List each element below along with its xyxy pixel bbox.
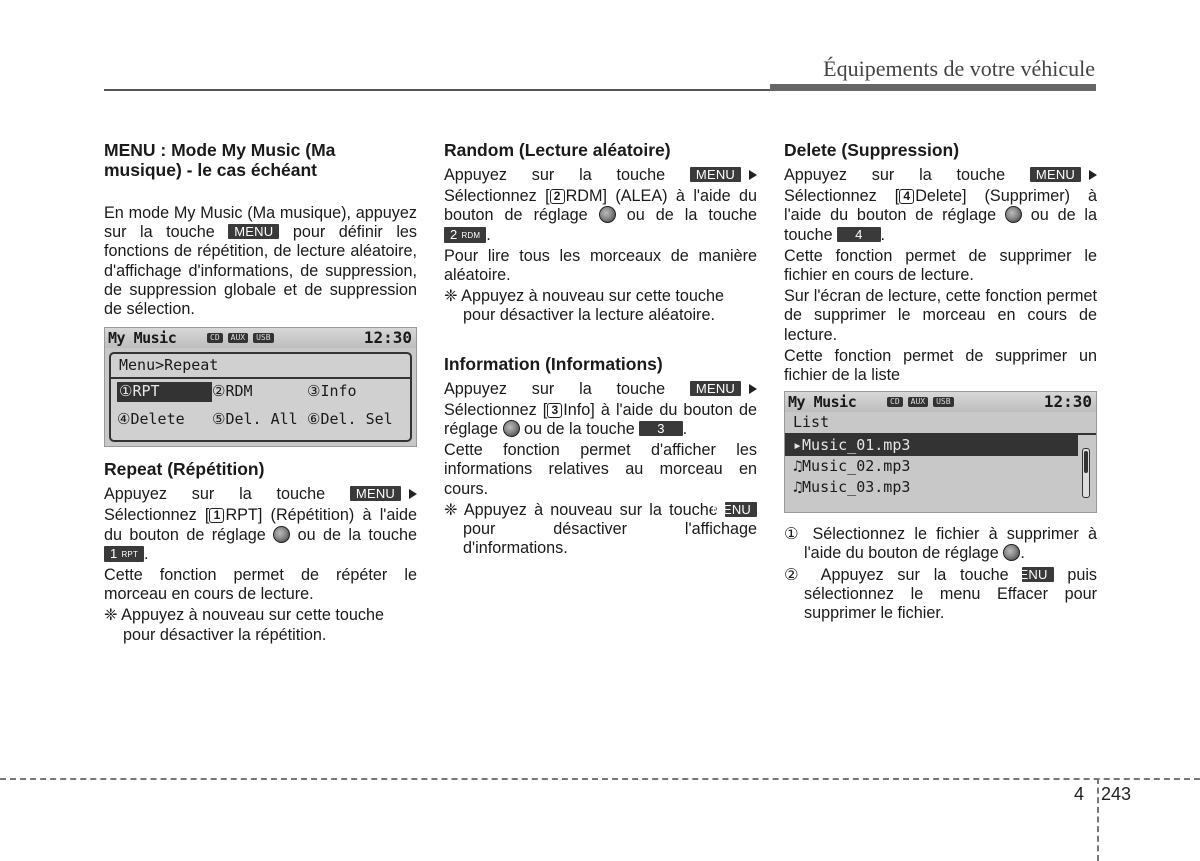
menu-key-icon: MENU — [690, 381, 741, 396]
delete-step-b: Sélectionnez [ 4 Delete] (Supprimer) à l'aide du bouton de réglage ou de la touche 4 . — [784, 187, 1097, 244]
menu-key-icon: MENU — [1022, 567, 1053, 582]
file-row: ♫Music_03.mp3 — [793, 478, 911, 497]
random-step-b: Sélectionnez [ 2 RDM] (ALEA) à l'aide du bouton de réglage ou de la touche 2 RDM . — [444, 187, 758, 244]
lcd-clock: 12:30 — [363, 328, 412, 348]
file-row-selected: ▸Music_01.mp3 — [785, 435, 1078, 456]
menu-key-icon: MENU — [725, 502, 757, 517]
repeat-description: Cette fonction permet de répéter le morceau en cours de lecture. — [104, 566, 417, 604]
number-2-icon: 2 — [550, 189, 565, 204]
column-2 — [444, 140, 757, 560]
delete-description-1: Cette fonction permet de supprimer le fichier en cours de lecture. — [784, 246, 1097, 285]
repeat-heading: Repeat (Répétition) — [104, 459, 265, 480]
lcd-list-subtitle: List — [785, 412, 1096, 435]
number-3-icon: 3 — [547, 403, 562, 418]
delete-step-a — [784, 166, 1097, 185]
page-number: 243 — [1101, 784, 1132, 804]
key-4-icon: 4 — [837, 227, 880, 242]
lcd-clock: 12:30 — [1043, 392, 1092, 412]
menu-item-del-all: ⑤Del. All — [212, 409, 298, 428]
delete-description-3: Cette fonction permet de supprimer un fichier de la liste — [784, 346, 1097, 385]
header-rule-thick — [770, 84, 1096, 91]
menu-key-icon: MENU — [690, 167, 741, 182]
random-text-b2: RDM] (ALEA) à l'aide du bouton de réglage — [444, 187, 758, 225]
lcd-menu-panel — [109, 352, 412, 442]
delete-heading: Delete (Suppression) — [784, 140, 960, 160]
repeat-text-b2: RPT] (Répétition) à l'aide du bouton de réglage — [104, 506, 417, 544]
info-step-a — [444, 380, 757, 399]
arrow-right-icon — [749, 170, 757, 180]
intro-text-d: définir les fonctions de répétition, de lecture aléatoire, d'affichage d'informations, de suppression, de suppression globale et de suppression de sélection. — [104, 223, 418, 319]
delete-text-b2: Delete] (Supprimer) à l'aide du bouton de réglage — [784, 187, 1097, 225]
menu-item-info: ③Info — [307, 382, 357, 401]
arrow-right-icon — [749, 384, 757, 394]
tune-knob-icon — [1005, 206, 1022, 223]
tune-knob-icon — [1003, 544, 1020, 561]
lcd-menu-subtitle: Menu>Repeat — [111, 354, 410, 379]
tune-knob-icon — [599, 206, 616, 223]
repeat-text-a: Appuyez sur la touche — [104, 485, 326, 504]
my-music-heading: MENU : Mode My Music (Ma musique) - le cas échéant — [104, 140, 336, 180]
repeat-note: ❈ Appuyez à nouveau sur cette touche pour désactiver la répétition. — [104, 606, 384, 644]
lcd-menu-repeat-screen — [104, 327, 417, 447]
page-header-title: Équipements de votre véhicule — [823, 56, 1095, 81]
footer-dashed-rule — [0, 778, 1200, 780]
delete-text-a: Appuyez sur la touche — [784, 166, 1006, 184]
lcd-badges — [207, 333, 274, 343]
step-2 — [784, 566, 1097, 624]
file-row: ♫Music_02.mp3 — [793, 457, 911, 476]
random-text-a: Appuyez sur la touche — [444, 166, 666, 184]
info-text-b1: Sélectionnez [ — [444, 400, 548, 419]
menu-item-rdm: ②RDM — [212, 382, 253, 401]
lcd-status-bar — [105, 328, 416, 348]
step-1-text: ① Sélectionnez le fichier à supprimer à l'aide du bouton de réglage — [784, 525, 1097, 563]
lcd-scrollbar — [1082, 448, 1090, 498]
usb-badge: USB — [253, 333, 273, 343]
random-note: ❈ Appuyez à nouveau sur cette touche pour désactiver la lecture aléatoire. — [444, 287, 724, 325]
menu-key-icon: MENU — [228, 224, 279, 239]
number-4-icon: 4 — [899, 189, 914, 204]
arrow-right-icon — [1089, 170, 1097, 180]
info-text-b2: Info] à l'aide du bouton de réglage — [444, 400, 757, 439]
random-description: Pour lire tous les morceaux de manière aléatoire. — [444, 246, 757, 285]
intro-text-c: pour — [292, 223, 326, 242]
info-note — [444, 501, 757, 559]
info-note-text-a: ❈ Appuyez à nouveau sur la touche — [444, 500, 718, 519]
step-2-text-b: puis sélectionnez le menu Effacer pour supprimer le fichier. — [804, 565, 1098, 623]
lcd-list-screen — [784, 391, 1097, 513]
menu-item-delete: ④Delete — [117, 409, 185, 428]
info-text-a: Appuyez sur la touche — [444, 379, 666, 398]
arrow-right-icon — [409, 489, 417, 499]
cd-badge: CD — [207, 333, 223, 343]
information-heading: Information (Informations) — [444, 353, 663, 374]
tune-knob-icon — [503, 420, 520, 437]
menu-key-icon: MENU — [1030, 167, 1081, 182]
section-number: 4 — [1074, 784, 1085, 804]
menu-item-rpt: ①RPT — [117, 382, 212, 401]
aux-badge: AUX — [228, 333, 248, 343]
lcd-menu-grid — [111, 379, 410, 431]
step-1: ① Sélectionnez le fichier à supprimer à l'aide du bouton de réglage . — [784, 525, 1097, 563]
delete-text-b1: Sélectionnez [ — [784, 187, 900, 206]
lcd-title: My Music — [108, 329, 177, 348]
repeat-text-b1: Sélectionnez [ — [104, 506, 210, 525]
delete-description-2: Sur l'écran de lecture, cette fonction permet de supprimer le morceau en cours de lecture. — [784, 287, 1097, 344]
repeat-step-a — [104, 485, 417, 504]
step-2-text-a: ② Appuyez sur la touche — [784, 565, 1009, 584]
aux-badge: AUX — [908, 397, 928, 407]
key-1-rpt-icon: 1 RPT — [104, 546, 144, 562]
random-text-b3: ou de la touche — [626, 206, 758, 225]
usb-badge: USB — [933, 397, 953, 407]
footer-vertical-rule — [1097, 778, 1099, 861]
key-3-icon: 3 — [639, 421, 682, 436]
random-heading: Random (Lecture aléatoire) — [444, 140, 671, 160]
lcd-file-list — [785, 412, 1096, 498]
intro-text-a: En mode My Music (Ma musique), — [104, 204, 351, 222]
random-text-b1: Sélectionnez [ — [444, 187, 550, 206]
column-3 — [784, 140, 1097, 625]
intro-text-b: appuyez sur la touche — [104, 204, 417, 242]
cd-badge: CD — [887, 397, 903, 407]
info-note-text-b: pour désactiver l'affichage d'informations. — [463, 520, 757, 558]
key-2-rdm-icon: 2 RDM — [444, 227, 486, 243]
random-step-a — [444, 166, 757, 185]
lcd-status-bar — [785, 392, 1096, 412]
header-rule-thin — [104, 89, 770, 91]
delete-text-b3: ou de la touche — [784, 206, 1097, 244]
tune-knob-icon — [273, 526, 290, 543]
lcd-badges — [887, 397, 954, 407]
repeat-text-b3: ou de la touche — [297, 525, 417, 544]
menu-item-del-sel: ⑥Del. Sel — [307, 409, 393, 428]
info-step-b: Sélectionnez [ 3 Info] à l'aide du bouton de réglage ou de la touche 3 . — [444, 400, 757, 439]
repeat-step-b: Sélectionnez [ 1 RPT] (Répétition) à l'aide du bouton de réglage ou de la touche 1 RPT . — [104, 506, 417, 563]
column-1 — [104, 140, 417, 647]
lcd-title: My Music — [788, 393, 857, 412]
info-text-b3: ou de la touche — [524, 420, 635, 439]
info-description: Cette fonction permet d'afficher les informations relatives au morceau en cours. — [444, 441, 757, 498]
number-1-icon: 1 — [209, 508, 224, 523]
intro-paragraph — [104, 204, 417, 319]
menu-key-icon: MENU — [350, 486, 401, 501]
